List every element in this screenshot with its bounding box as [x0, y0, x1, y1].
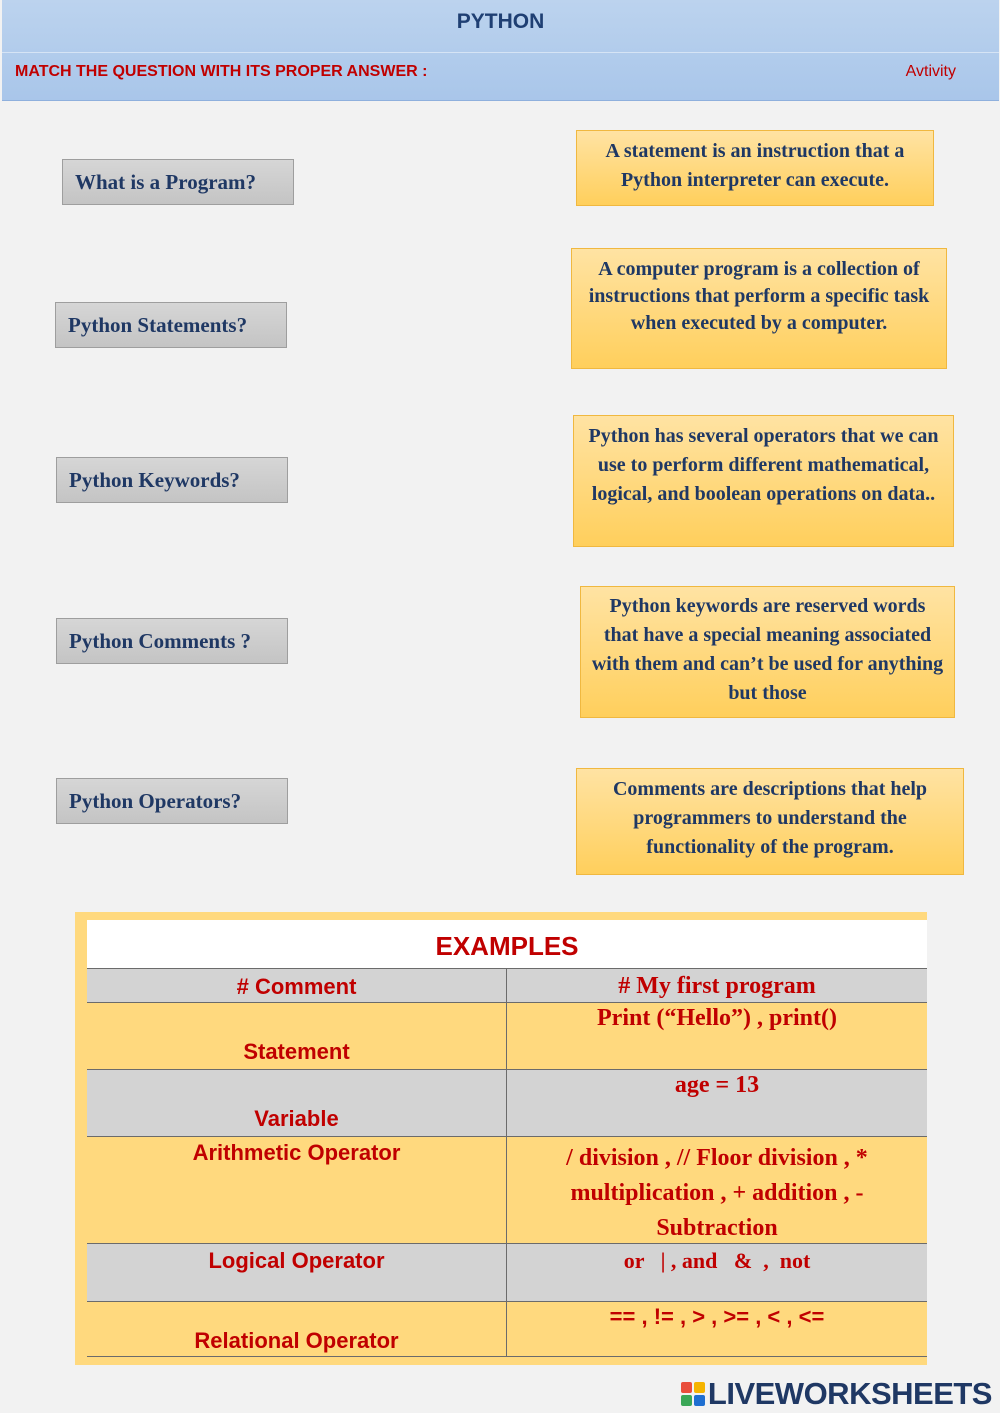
- liveworksheets-brand: [681, 1376, 992, 1412]
- activity-label: Avtivity: [905, 63, 956, 80]
- example-definition: age = 13: [674, 1072, 760, 1098]
- answer-operators[interactable]: Python has several operators that we can use to perform different mathematical, logical, and boolean operations on data..: [573, 415, 954, 547]
- example-term: Statement: [87, 1003, 507, 1069]
- example-definition: or | , and & , not: [623, 1248, 811, 1273]
- answer-keywords[interactable]: Python keywords are reserved words that have a special meaning associated with them and can’t be used for anything but those: [580, 586, 955, 718]
- question-python-statements[interactable]: Python Statements?: [55, 302, 287, 348]
- example-definition: # My first program: [618, 973, 816, 999]
- liveworksheets-logo-icon: [681, 1382, 705, 1406]
- header-divider: [2, 52, 999, 53]
- question-what-is-program[interactable]: What is a Program?: [62, 159, 294, 205]
- question-python-operators[interactable]: Python Operators?: [56, 778, 288, 824]
- example-term: Relational Operator: [87, 1302, 507, 1356]
- logo-square-yellow: [694, 1382, 705, 1393]
- examples-table: [75, 912, 927, 1365]
- example-row-relational: [87, 1302, 927, 1357]
- brand-name: LIVEWORKSHEETS: [707, 1376, 992, 1411]
- example-row-logical: [87, 1244, 927, 1302]
- example-row-comment: [87, 968, 927, 1003]
- page-header: [2, 0, 999, 101]
- answer-comments[interactable]: Comments are descriptions that help programmers to understand the functionality of the program.: [576, 768, 964, 875]
- example-definition: / division , // Floor division , * multiplication , + addition , - Subtraction: [566, 1145, 868, 1241]
- example-definition: Print (“Hello”) , print(): [597, 1005, 837, 1031]
- example-term: Logical Operator: [87, 1244, 507, 1301]
- instruction-text: MATCH THE QUESTION WITH ITS PROPER ANSWER :: [15, 63, 428, 80]
- example-row-arithmetic: [87, 1137, 927, 1244]
- example-term: Arithmetic Operator: [87, 1137, 507, 1243]
- example-term: # Comment: [87, 969, 507, 1002]
- examples-title: EXAMPLES: [87, 920, 927, 968]
- question-python-keywords[interactable]: Python Keywords?: [56, 457, 288, 503]
- example-row-variable: [87, 1070, 927, 1137]
- example-definition: == , != , > , >= , < , <=: [609, 1304, 825, 1329]
- logo-square-blue: [694, 1395, 705, 1406]
- answer-program[interactable]: A computer program is a collection of instructions that perform a specific task when executed by a computer.: [571, 248, 947, 369]
- logo-square-green: [681, 1395, 692, 1406]
- logo-square-red: [681, 1382, 692, 1393]
- answer-statement[interactable]: A statement is an instruction that a Python interpreter can execute.: [576, 130, 934, 206]
- page-title: PYTHON: [456, 10, 545, 33]
- example-row-statement: [87, 1003, 927, 1070]
- example-term: Variable: [87, 1070, 507, 1136]
- question-python-comments[interactable]: Python Comments ?: [56, 618, 288, 664]
